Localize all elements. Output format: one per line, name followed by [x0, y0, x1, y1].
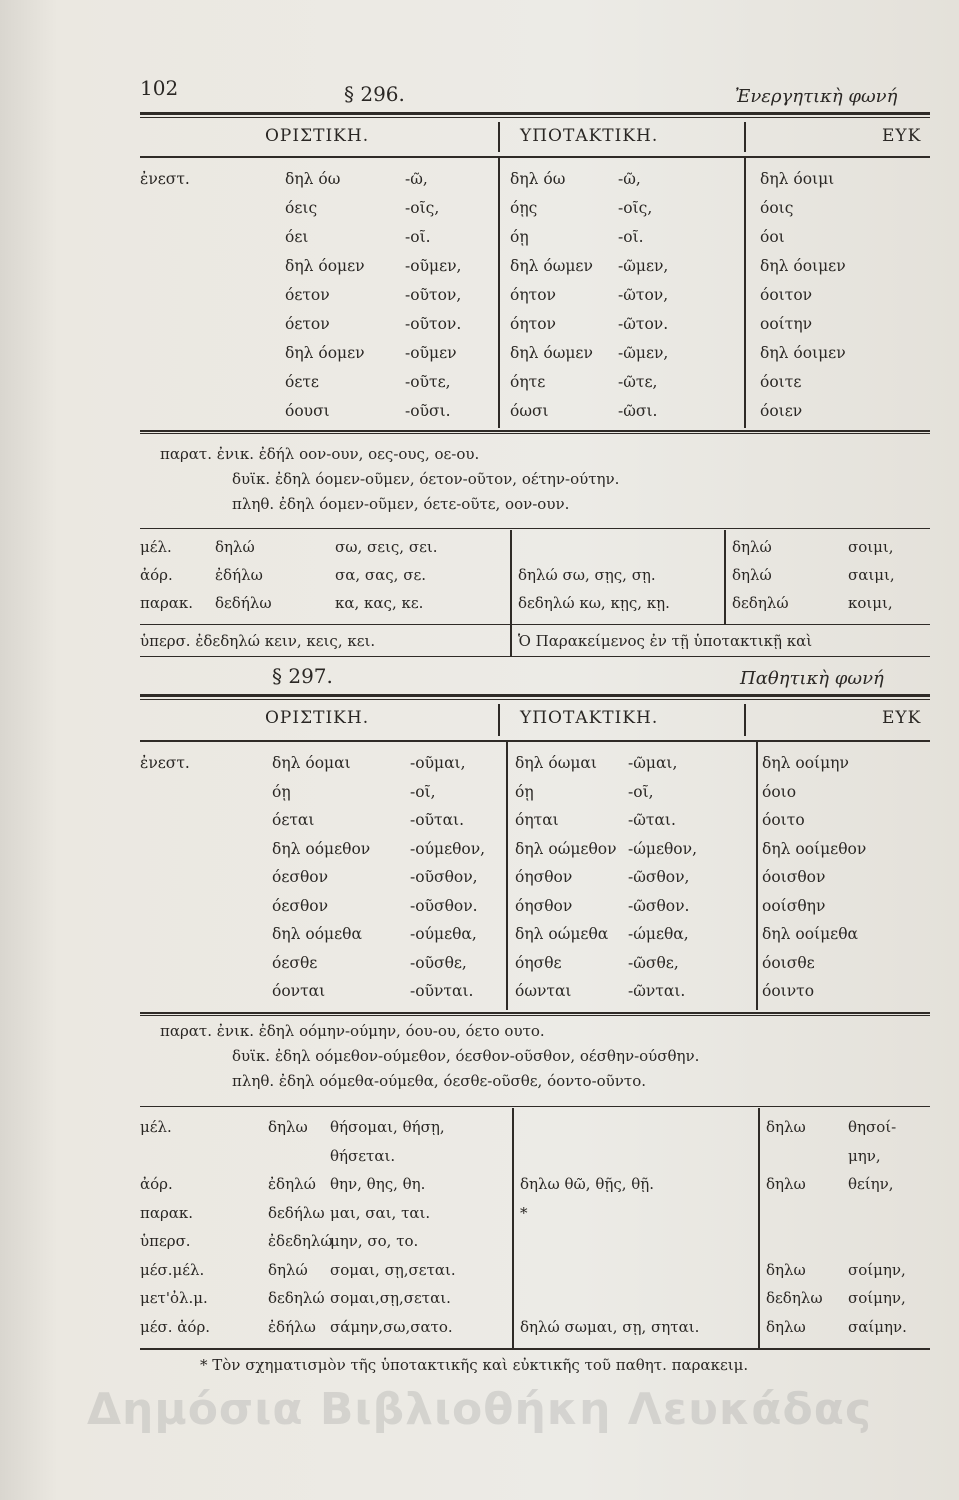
- tense-form-cell: κα, κας, κε.: [335, 594, 424, 612]
- conjugation-cell: δηλ οόμεθον: [272, 839, 371, 858]
- conjugation-cell: δηλ όοιμεν: [760, 257, 846, 275]
- conjugation-cell: οοίτην: [760, 315, 813, 333]
- section-rule-thin: [140, 699, 930, 700]
- header-rule: [140, 112, 930, 115]
- conjugation-cell: οοίσθην: [762, 896, 826, 915]
- conjugation-cell: -οῖ.: [618, 228, 644, 246]
- conjugation-cell: όεσθον: [272, 868, 329, 886]
- conjugation-cell: όουσι: [285, 402, 330, 420]
- conjugation-cell: δηλ όω: [285, 170, 341, 188]
- conjugation-cell: όητον: [510, 315, 556, 333]
- conjugation-cell: δηλ όωμαι: [515, 754, 597, 772]
- conjugation-cell: δηλ οοίμην: [762, 754, 849, 772]
- running-title-active: Ἐνεργητικὴ φωνή: [735, 86, 898, 107]
- tense-form-cell: θήσεται.: [330, 1146, 396, 1165]
- conjugation-cell: όητε: [510, 373, 546, 391]
- conjugation-cell: δηλ όομεν: [285, 344, 365, 362]
- conjugation-cell: -οῦμεν,: [405, 257, 462, 275]
- tense-form-cell: μέσ. ἀόρ.: [140, 1317, 211, 1336]
- tense-label-present: ἐνεστ.: [140, 754, 190, 772]
- conjugation-cell: -οῦτον,: [405, 286, 462, 304]
- conjugation-cell: δηλ όωμεν: [510, 257, 593, 275]
- conjugation-cell: δηλ όωμεν: [510, 344, 593, 362]
- conjugation-cell: όοισθε: [762, 953, 815, 972]
- tense-form-cell: δεδηλώ κω, κῃς, κῃ.: [518, 594, 670, 612]
- tense-form-cell: θην, θης, θη.: [330, 1175, 426, 1193]
- tense-form-cell: δηλώ σωμαι, σῃ, σηται.: [520, 1317, 700, 1336]
- tense-form-cell: παρακ.: [140, 594, 194, 612]
- conjugation-cell: όετον: [285, 315, 330, 333]
- conjugation-cell: όοιτο: [762, 811, 805, 829]
- conjugation-cell: δηλ όω: [510, 170, 566, 188]
- conjugation-cell: -ῶσθον,: [628, 868, 690, 886]
- tense-form-cell: σοίμην,: [848, 1260, 906, 1279]
- conjugation-cell: όονται: [272, 982, 326, 1000]
- conjugation-cell: όεσθον: [272, 896, 329, 915]
- col-header-ypotaktiki: ΥΠΟΤΑΚΤΙΚΗ.: [520, 708, 659, 728]
- conjugation-cell: -ούμεθον,: [410, 839, 486, 858]
- conjugation-cell: όοιεν: [760, 402, 803, 420]
- conjugation-cell: όετε: [285, 373, 319, 391]
- conjugation-cell: όησθον: [515, 868, 573, 886]
- hypersyntelikos-line: ὑπερσ. ἐδεδηλώ κειν, κεις, κει.: [140, 632, 376, 650]
- col-divider: [512, 1108, 514, 1348]
- conjugation-cell: -οῦτε,: [405, 373, 451, 391]
- tense-form-cell: ἀόρ.: [140, 1175, 173, 1193]
- tense-form-cell: δηλω: [766, 1118, 806, 1136]
- conjugation-cell: όοιτον: [760, 286, 813, 304]
- section-heading-297: § 297.: [272, 664, 333, 688]
- section-rule: [140, 694, 930, 697]
- paratatikos-line: πληθ. ἐδηλ όομεν-οῦμεν, όετε-οῦτε, οον-ουν.: [232, 495, 570, 513]
- conjugation-cell: δηλ όοιμι: [760, 170, 835, 188]
- tense-form-cell: σοίμην,: [848, 1289, 906, 1307]
- tense-form-cell: μην, σο, το.: [330, 1232, 419, 1250]
- footnote: * Τὸν σχηματισμὸν τῆς ὑποτακτικῆς καὶ εὐκτικῆς τοῦ παθητ. παρακειμ.: [200, 1356, 749, 1374]
- tense-form-cell: σω, σεις, σει.: [335, 538, 438, 556]
- tense-form-cell: παρακ.: [140, 1203, 194, 1222]
- conjugation-cell: όησθε: [515, 953, 562, 972]
- col-divider: [744, 704, 746, 736]
- table-rule: [140, 1012, 930, 1014]
- tense-form-cell: δηλω: [766, 1260, 806, 1279]
- tense-form-cell: σαίμην.: [848, 1317, 907, 1336]
- col-divider: [756, 742, 758, 1010]
- conjugation-cell: -οῦσι.: [405, 402, 451, 420]
- paratatikos-line: δυϊκ. ἐδηλ όομεν-οῦμεν, όετον-οῦτον, οέτην-ούτην.: [232, 470, 620, 488]
- conjugation-cell: -ῶσι.: [618, 402, 658, 420]
- col-header-rule: [140, 156, 930, 158]
- tense-form-cell: σαιμι,: [848, 566, 895, 584]
- footnote-reference-text: Ὁ Παρακείμενος ἐν τῇ ὑποτακτικῇ καὶ: [518, 632, 813, 650]
- conjugation-cell: όοις: [760, 199, 794, 217]
- tense-label-present: ἐνεστ.: [140, 170, 190, 188]
- conjugation-cell: δηλ όοιμεν: [760, 344, 846, 362]
- tense-form-cell: δηλώ: [732, 566, 772, 584]
- conjugation-cell: -ῶμαι,: [628, 754, 678, 772]
- col-header-oristiki: ΟΡΙΣΤΙΚΗ.: [265, 126, 370, 146]
- header-rule-thin: [140, 117, 930, 118]
- col-divider: [758, 1108, 760, 1348]
- conjugation-cell: όετον: [285, 286, 330, 304]
- conjugation-cell: -ῶμεν,: [618, 344, 669, 362]
- conjugation-cell: όῃς: [510, 199, 538, 217]
- tense-form-cell: δεδήλω: [215, 594, 272, 612]
- conjugation-cell: -ῶτον,: [618, 286, 669, 304]
- conjugation-cell: δηλ οώμεθα: [515, 925, 609, 943]
- library-watermark: Δημόσια Βιβλιοθήκη Λευκάδας: [86, 1384, 873, 1435]
- tense-form-cell: ὑπερσ.: [140, 1232, 191, 1250]
- section-heading-296: § 296.: [344, 82, 405, 106]
- page-number: 102: [140, 76, 179, 100]
- conjugation-cell: -οῦται.: [410, 811, 465, 829]
- conjugation-cell: όοι: [760, 228, 785, 246]
- tense-form-cell: δηλώ: [215, 538, 255, 556]
- col-header-euktiki: ΕΥΚ: [882, 708, 922, 728]
- conjugation-cell: -ώμεθον,: [628, 839, 697, 858]
- tense-form-cell: δεδηλώ: [268, 1289, 325, 1307]
- tense-form-cell: ἐδήλω: [215, 566, 263, 584]
- conjugation-cell: όεσθε: [272, 953, 318, 972]
- tense-form-cell: θήσομαι, θήσῃ,: [330, 1118, 445, 1136]
- col-divider: [744, 158, 746, 428]
- col-header-rule: [140, 740, 930, 742]
- col-divider: [510, 530, 512, 656]
- conjugation-cell: όησθον: [515, 896, 573, 915]
- conjugation-cell: όητον: [510, 286, 556, 304]
- conjugation-cell: -ῶσθε,: [628, 953, 679, 972]
- paratatikos-line: παρατ. ἐνικ. ἐδηλ οόμην-ούμην, όου-ου, όετο ουτο.: [160, 1022, 545, 1040]
- conjugation-cell: -οῖ,: [628, 782, 654, 801]
- conjugation-cell: όῃ: [515, 782, 534, 801]
- conjugation-cell: -ῶνται.: [628, 982, 686, 1000]
- tense-form-cell: δεδηλω: [766, 1289, 823, 1307]
- col-divider: [498, 158, 500, 428]
- tense-form-cell: ἐδήλω: [268, 1317, 316, 1336]
- paratatikos-line: πληθ. ἐδηλ οόμεθα-ούμεθα, όεσθε-οῦσθε, όοντο-οῦντο.: [232, 1072, 647, 1090]
- conjugation-cell: όωσι: [510, 402, 549, 420]
- tense-form-cell: μην,: [848, 1146, 881, 1165]
- col-divider: [498, 704, 500, 736]
- tense-form-cell: δηλώ: [268, 1260, 308, 1279]
- tense-form-cell: ἐδεδηλώ: [268, 1232, 333, 1250]
- conjugation-cell: -ώμεθα,: [628, 925, 689, 943]
- conjugation-cell: -ῶ,: [618, 170, 641, 188]
- conjugation-cell: δηλ οώμεθον: [515, 839, 617, 858]
- conjugation-cell: -οῖς,: [405, 199, 440, 217]
- col-divider: [724, 530, 726, 624]
- tense-form-cell: δηλω: [766, 1317, 806, 1336]
- tense-form-cell: θησοί-: [848, 1118, 897, 1136]
- conjugation-cell: -ῶσθον.: [628, 896, 690, 915]
- col-header-ypotaktiki: ΥΠΟΤΑΚΤΙΚΗ.: [520, 126, 659, 146]
- conjugation-cell: -οῖς,: [618, 199, 653, 217]
- tense-form-cell: μετ'ὀλ.μ.: [140, 1289, 208, 1307]
- col-divider: [498, 122, 500, 152]
- conjugation-cell: -οῦσθον.: [410, 896, 478, 915]
- tense-form-cell: μέσ.μέλ.: [140, 1260, 205, 1279]
- conjugation-cell: δηλ οόμεθα: [272, 925, 362, 943]
- table-rule-thin: [140, 433, 930, 434]
- tense-form-cell: δεδήλω: [268, 1203, 325, 1222]
- conjugation-cell: -ῶται.: [628, 811, 676, 829]
- conjugation-cell: όοιντο: [762, 982, 815, 1000]
- running-title-passive: Παθητικὴ φωνή: [740, 668, 884, 689]
- section-rule: [140, 528, 930, 529]
- conjugation-cell: -ούμεθα,: [410, 925, 477, 943]
- conjugation-cell: όῃ: [510, 228, 529, 246]
- tense-form-cell: δεδηλώ: [732, 594, 789, 612]
- conjugation-cell: -οῦσθον,: [410, 868, 478, 886]
- tense-form-cell: σα, σας, σε.: [335, 566, 426, 584]
- tense-form-cell: μαι, σαι, ται.: [330, 1203, 431, 1222]
- col-divider: [506, 742, 508, 1010]
- tense-form-cell: σομαι, σῃ,σεται.: [330, 1260, 456, 1279]
- conjugation-cell: όηται: [515, 811, 559, 829]
- tense-form-cell: δηλώ σω, σῃς, σῃ.: [518, 566, 656, 584]
- tense-form-cell: σάμην,σω,σατο.: [330, 1317, 453, 1336]
- conjugation-cell: όοιο: [762, 782, 797, 801]
- conjugation-cell: όεις: [285, 199, 318, 217]
- conjugation-cell: δηλ όομαι: [272, 754, 351, 772]
- paratatikos-line: παρατ. ἐνικ. ἐδήλ οον-ουν, οες-ους, οε-ου.: [160, 445, 480, 463]
- col-header-oristiki: ΟΡΙΣΤΙΚΗ.: [265, 708, 370, 728]
- tense-form-cell: σομαι,σῃ,σεται.: [330, 1289, 451, 1307]
- conjugation-cell: όωνται: [515, 982, 572, 1000]
- conjugation-cell: -οῦμαι,: [410, 754, 466, 772]
- col-divider: [744, 122, 746, 152]
- paratatikos-line: δυϊκ. ἐδηλ οόμεθον-ούμεθον, όεσθον-οῦσθον, οέσθην-ούσθην.: [232, 1047, 700, 1065]
- tense-form-cell: θείην,: [848, 1175, 894, 1193]
- tense-form-cell: μέλ.: [140, 538, 172, 556]
- tense-form-cell: δηλω: [766, 1175, 806, 1193]
- conjugation-cell: -ῶτον.: [618, 315, 669, 333]
- section-rule: [140, 624, 930, 625]
- table-rule-thin: [140, 1015, 930, 1016]
- conjugation-cell: όῃ: [272, 782, 291, 801]
- conjugation-cell: -ῶ,: [405, 170, 428, 188]
- conjugation-cell: δηλ όομεν: [285, 257, 365, 275]
- conjugation-cell: δηλ οοίμεθον: [762, 839, 867, 858]
- conjugation-cell: -οῦμεν: [405, 344, 457, 362]
- conjugation-cell: όοιτε: [760, 373, 802, 391]
- tense-form-cell: δηλώ: [732, 538, 772, 556]
- tense-form-cell: μέλ.: [140, 1118, 172, 1136]
- tense-form-cell: σοιμι,: [848, 538, 894, 556]
- conjugation-cell: -οῦνται.: [410, 982, 474, 1000]
- col-header-euktiki: ΕΥΚ: [882, 126, 922, 146]
- tense-form-cell: δηλω θῶ, θῇς, θῇ.: [520, 1175, 655, 1193]
- tense-form-cell: δηλω: [268, 1118, 308, 1136]
- conjugation-cell: -οῖ.: [405, 228, 431, 246]
- conjugation-cell: όει: [285, 228, 309, 246]
- conjugation-cell: όεται: [272, 811, 315, 829]
- conjugation-cell: -οῦσθε,: [410, 953, 467, 972]
- tense-form-cell: κοιμι,: [848, 594, 893, 612]
- conjugation-cell: -οῖ,: [410, 782, 436, 801]
- table-rule: [140, 430, 930, 432]
- section-rule: [140, 656, 930, 657]
- section-rule: [140, 1106, 930, 1107]
- conjugation-cell: -οῦτον.: [405, 315, 462, 333]
- tense-form-cell: *: [520, 1203, 528, 1222]
- tense-form-cell: ἐδηλώ: [268, 1175, 316, 1193]
- section-rule: [140, 1348, 930, 1350]
- conjugation-cell: -ῶτε,: [618, 373, 658, 391]
- tense-form-cell: ἀόρ.: [140, 566, 173, 584]
- conjugation-cell: όοισθον: [762, 868, 826, 886]
- conjugation-cell: δηλ οοίμεθα: [762, 925, 859, 943]
- conjugation-cell: -ῶμεν,: [618, 257, 669, 275]
